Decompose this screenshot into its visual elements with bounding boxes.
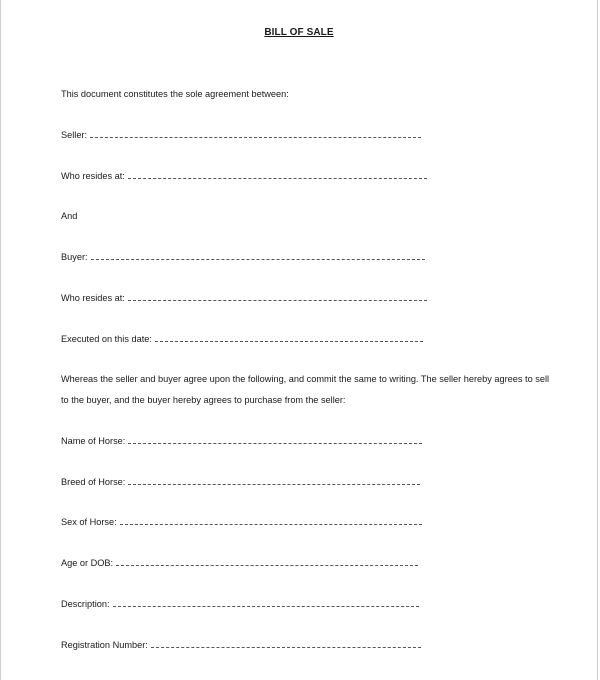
horse-sex-row <box>61 516 422 528</box>
horse-description-field[interactable] <box>113 598 419 607</box>
and-text: And <box>61 211 78 221</box>
buyer-row <box>61 251 425 263</box>
buyer-label: Buyer: <box>61 252 88 262</box>
horse-breed-row <box>61 476 420 488</box>
registration-number-row <box>61 639 421 651</box>
horse-sex-field[interactable] <box>120 516 422 525</box>
seller-row <box>61 129 421 141</box>
buyer-address-row <box>61 292 427 304</box>
horse-age-label: Age or DOB: <box>61 558 114 568</box>
horse-name-label: Name of Horse: <box>61 436 126 446</box>
horse-age-row <box>61 557 418 569</box>
horse-name-field[interactable] <box>128 435 422 444</box>
registration-number-field[interactable] <box>151 639 421 648</box>
buyer-address-field[interactable] <box>128 292 427 301</box>
executed-date-field[interactable] <box>155 333 423 342</box>
buyer-field[interactable] <box>91 251 425 260</box>
document-title: BILL OF SALE <box>264 27 334 38</box>
horse-sex-label: Sex of Horse: <box>61 517 117 527</box>
agreement-line-1: Whereas the seller and buyer agree upon the following, and commit the same to writing. The seller hereby agrees to sell <box>61 374 550 384</box>
seller-field[interactable] <box>90 129 421 138</box>
seller-address-label: Who resides at: <box>61 171 125 181</box>
agreement-line-2: to the buyer, and the buyer hereby agrees to purchase from the seller: <box>61 395 346 405</box>
executed-date-row <box>61 333 423 345</box>
seller-label: Seller: <box>61 130 88 140</box>
buyer-address-label: Who resides at: <box>61 293 125 303</box>
executed-date-label: Executed on this date: <box>61 334 152 344</box>
agreement-paragraph <box>61 369 561 411</box>
horse-description-row <box>61 598 419 610</box>
seller-address-field[interactable] <box>128 170 427 179</box>
horse-name-row <box>61 435 422 447</box>
registration-number-label: Registration Number: <box>61 640 148 650</box>
horse-age-field[interactable] <box>116 557 418 566</box>
horse-description-label: Description: <box>61 599 110 609</box>
seller-address-row <box>61 170 427 182</box>
horse-breed-field[interactable] <box>128 476 420 485</box>
intro-text: This document constitutes the sole agreement between: <box>61 89 289 99</box>
horse-breed-label: Breed of Horse: <box>61 477 126 487</box>
